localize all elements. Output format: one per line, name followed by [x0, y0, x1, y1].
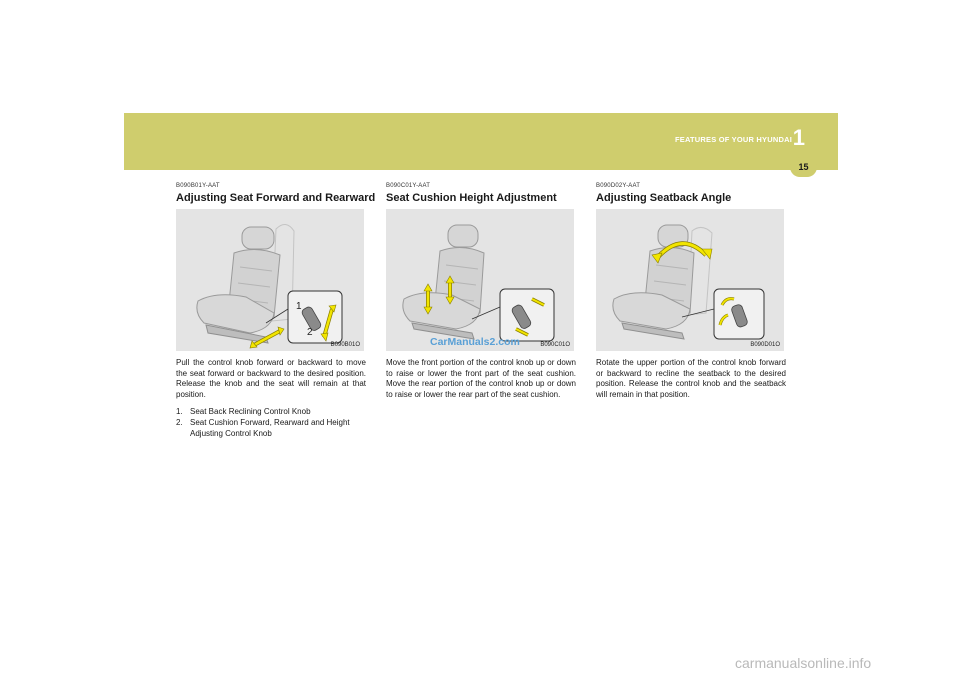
section-body: Rotate the upper portion of the control knob forward or backward to recline the seatback to the desired position. Release the control knob and the seatback will remain in that position.: [596, 358, 786, 399]
header-band: [124, 113, 838, 170]
carmanuals-watermark: CarManuals2.com: [430, 336, 520, 348]
seat-illustration: [386, 209, 574, 351]
figure-code: B090C01O: [540, 342, 570, 348]
section-title-heading: Adjusting Seat Forward and Rearward: [176, 192, 376, 204]
seat-illustration: [176, 209, 364, 351]
seat-illustration: [596, 209, 784, 351]
section-title: FEATURES OF YOUR HYUNDAI: [674, 135, 792, 144]
section-seatback-angle: [596, 183, 786, 400]
callout-2: 2: [307, 327, 313, 338]
page-number: 15: [798, 162, 809, 172]
section-code: B090C01Y-AAT: [386, 183, 431, 189]
footer-watermark: carmanualsonline.info: [735, 655, 872, 671]
cushion-height-figure: [386, 209, 574, 351]
section-title-heading: Seat Cushion Height Adjustment: [386, 192, 557, 204]
figure-code: B090D01O: [750, 342, 780, 348]
section-cushion-height: [386, 183, 576, 400]
section-code: B090B01Y-AAT: [176, 183, 220, 189]
section-code: B090D02Y-AAT: [596, 183, 641, 189]
section-body: Pull the control knob forward or backward to move the seat forward or backward to the desired position. Release the knob and the seat will remain at that position.: [176, 358, 366, 399]
section-seat-forward-rearward: [176, 183, 376, 439]
section-title-heading: Adjusting Seatback Angle: [596, 192, 732, 204]
knob-list: [176, 407, 366, 439]
page-number-badge: [790, 157, 817, 177]
section-body: Move the front portion of the control knob up or down to raise or lower the front part of the seat cushion. Move the rear portion of the control knob up or down to raise or lower the rear part of the seat cushion.: [386, 358, 576, 399]
figure-code: B090B01O: [330, 342, 360, 348]
chapter-number: 1: [792, 125, 805, 150]
callout-1: 1: [296, 301, 302, 312]
list-item: 1. Seat Back Reclining Control Knob: [176, 407, 311, 417]
list-item: 2. Seat Cushion Forward, Rearward and Height Adjusting Control Knob: [176, 417, 350, 438]
seat-forward-figure: [176, 209, 364, 351]
seatback-angle-figure: [596, 209, 784, 351]
